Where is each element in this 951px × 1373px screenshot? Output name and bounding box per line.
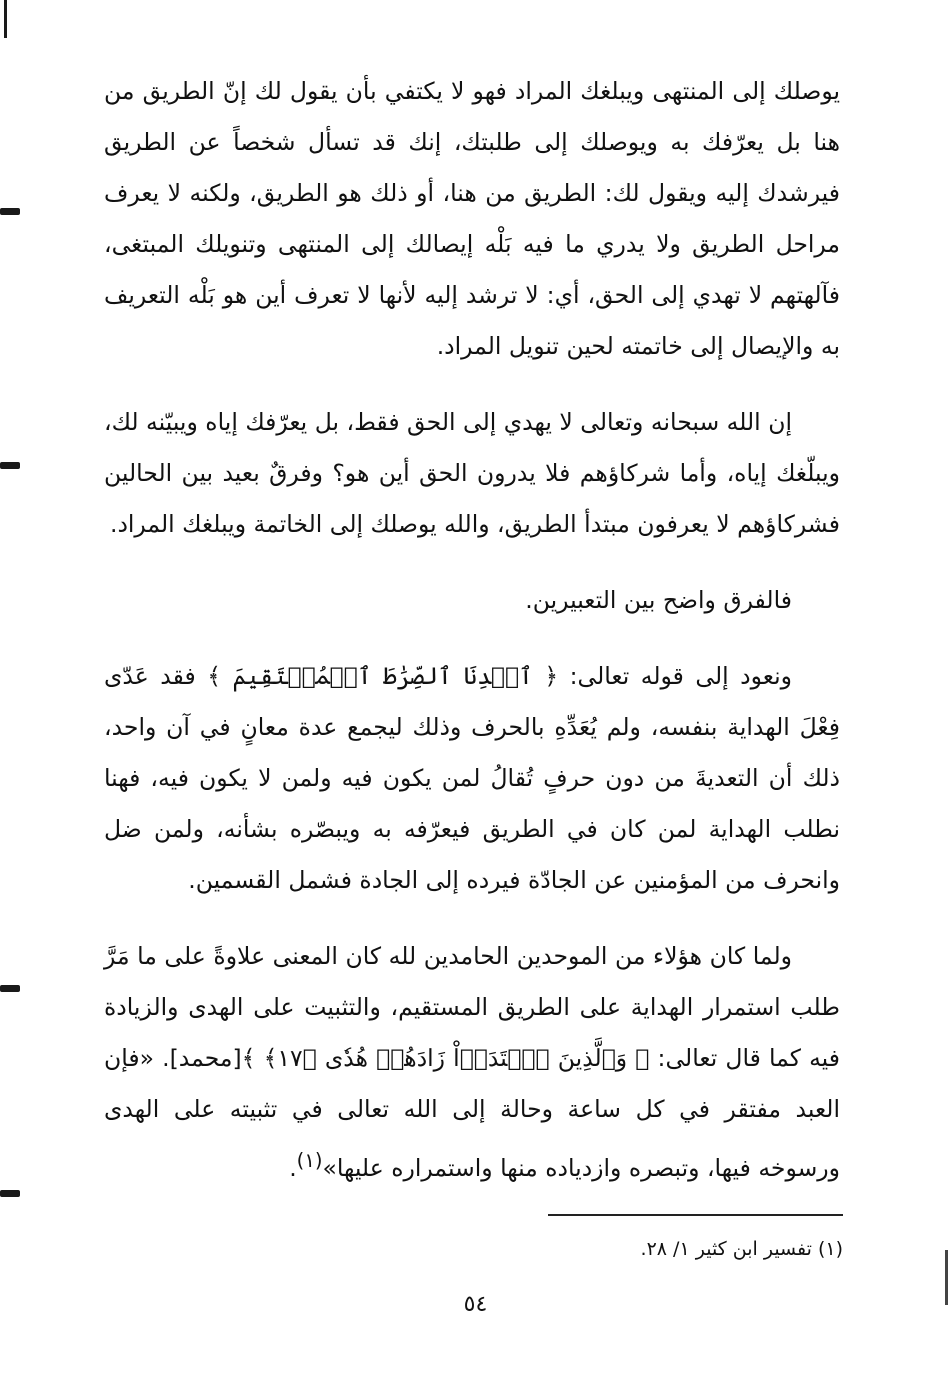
scan-edge-mark	[0, 1190, 20, 1197]
quran-verse: ﴿ وَٱلَّذِينَ ٱهۡتَدَوۡاْ زَادَهُمۡ هُدٗى ﴿١٧﴾ ﴾	[241, 1044, 650, 1072]
scan-edge-line	[4, 0, 7, 38]
paragraph-5	[104, 931, 840, 1194]
paragraph-2: إن الله سبحانه وتعالى لا يهدي إلى الحق فقط، بل يعرّفك إياه ويبيّنه لك، ويبلّغك إياه، وأما شركاؤهم فلا يدرون الحق أين هو؟ وفرقٌ بعيد بين الحالين فشركاؤهم لا يعرفون مبتدأ الطريق، والله يوصلك إلى الخاتمة ويبلغك المراد.	[104, 408, 840, 538]
scan-edge-mark	[0, 985, 20, 992]
paragraph-5-text: [محمد]. «فإن العبد مفتقر في كل ساعة وحالة إلى الله تعالى في تثبيته على الهدى ورسوخه فيها، وتبصره وازدياده منها واستمراره عليها»	[104, 1044, 840, 1182]
main-text	[104, 66, 840, 1219]
paragraph-4-text: ونعود إلى قوله تعالى:	[558, 662, 792, 690]
quran-verse: ﴿ ٱهۡدِنَا ٱلصِّرَٰطَ ٱلۡمُسۡتَقِيمَ ﴾	[207, 662, 559, 690]
scan-edge-mark	[0, 462, 20, 469]
footnote-reference: (١)	[296, 1149, 323, 1172]
paragraph-4	[104, 651, 840, 906]
scan-edge-mark	[0, 208, 20, 215]
paragraph-4-text: فقد عَدّى فِعْلَ الهداية بنفسه، ولم يُعَدِّهِ بالحرف وذلك ليجمع عدة معانٍ في آن واحد، ذلك أن التعديةَ من دون حرفٍ تُقالُ لمن يكون فيه ولمن لا يكون فيه، فهنا نطلب الهداية لمن كان في الطريق فيعرّفه به ويبصّره بشأنه، ولمن ضل وانحرف من المؤمنين عن الجادّة فيرده إلى الجادة فشمل القسمين.	[104, 662, 840, 894]
footnote-separator	[548, 1214, 843, 1216]
paragraph-1: يوصلك إلى المنتهى ويبلغك المراد فهو لا يكتفي بأن يقول لك إنّ الطريق من هنا بل يعرّفك به ويوصلك إلى طلبتك، إنك قد تسأل شخصاً عن الطريق فيرشدك إليه ويقول لك: الطريق من هنا، أو ذلك هو الطريق، ولكنه لا يعرف مراحل الطريق ولا يدري ما فيه بَلْه إيصالك إلى المنتهى وتنويلك المبتغى، فآلهتهم لا تهدي إلى الحق، أي: لا ترشد إليه لأنها لا تعرف أين هو بَلْه التعريف به والإيصال إلى خاتمته لحين تنويل المراد.	[104, 77, 840, 360]
paragraph-5-end: .	[289, 1153, 297, 1182]
page-number: ٥٤	[463, 1292, 488, 1317]
paragraph-3: فالفرق واضح بين التعبيرين.	[525, 586, 792, 614]
footnote: (١) تفسير ابن كثير ١/ ٢٨.	[640, 1238, 843, 1260]
paragraph-5-text: ولما كان هؤلاء من الموحدين الحامدين لله كان المعنى علاوةً على ما مَرَّ طلب استمرار الهداية على الطريق المستقيم، والتثبيت على الهدى والزيادة فيه كما قال تعالى:	[104, 942, 840, 1072]
